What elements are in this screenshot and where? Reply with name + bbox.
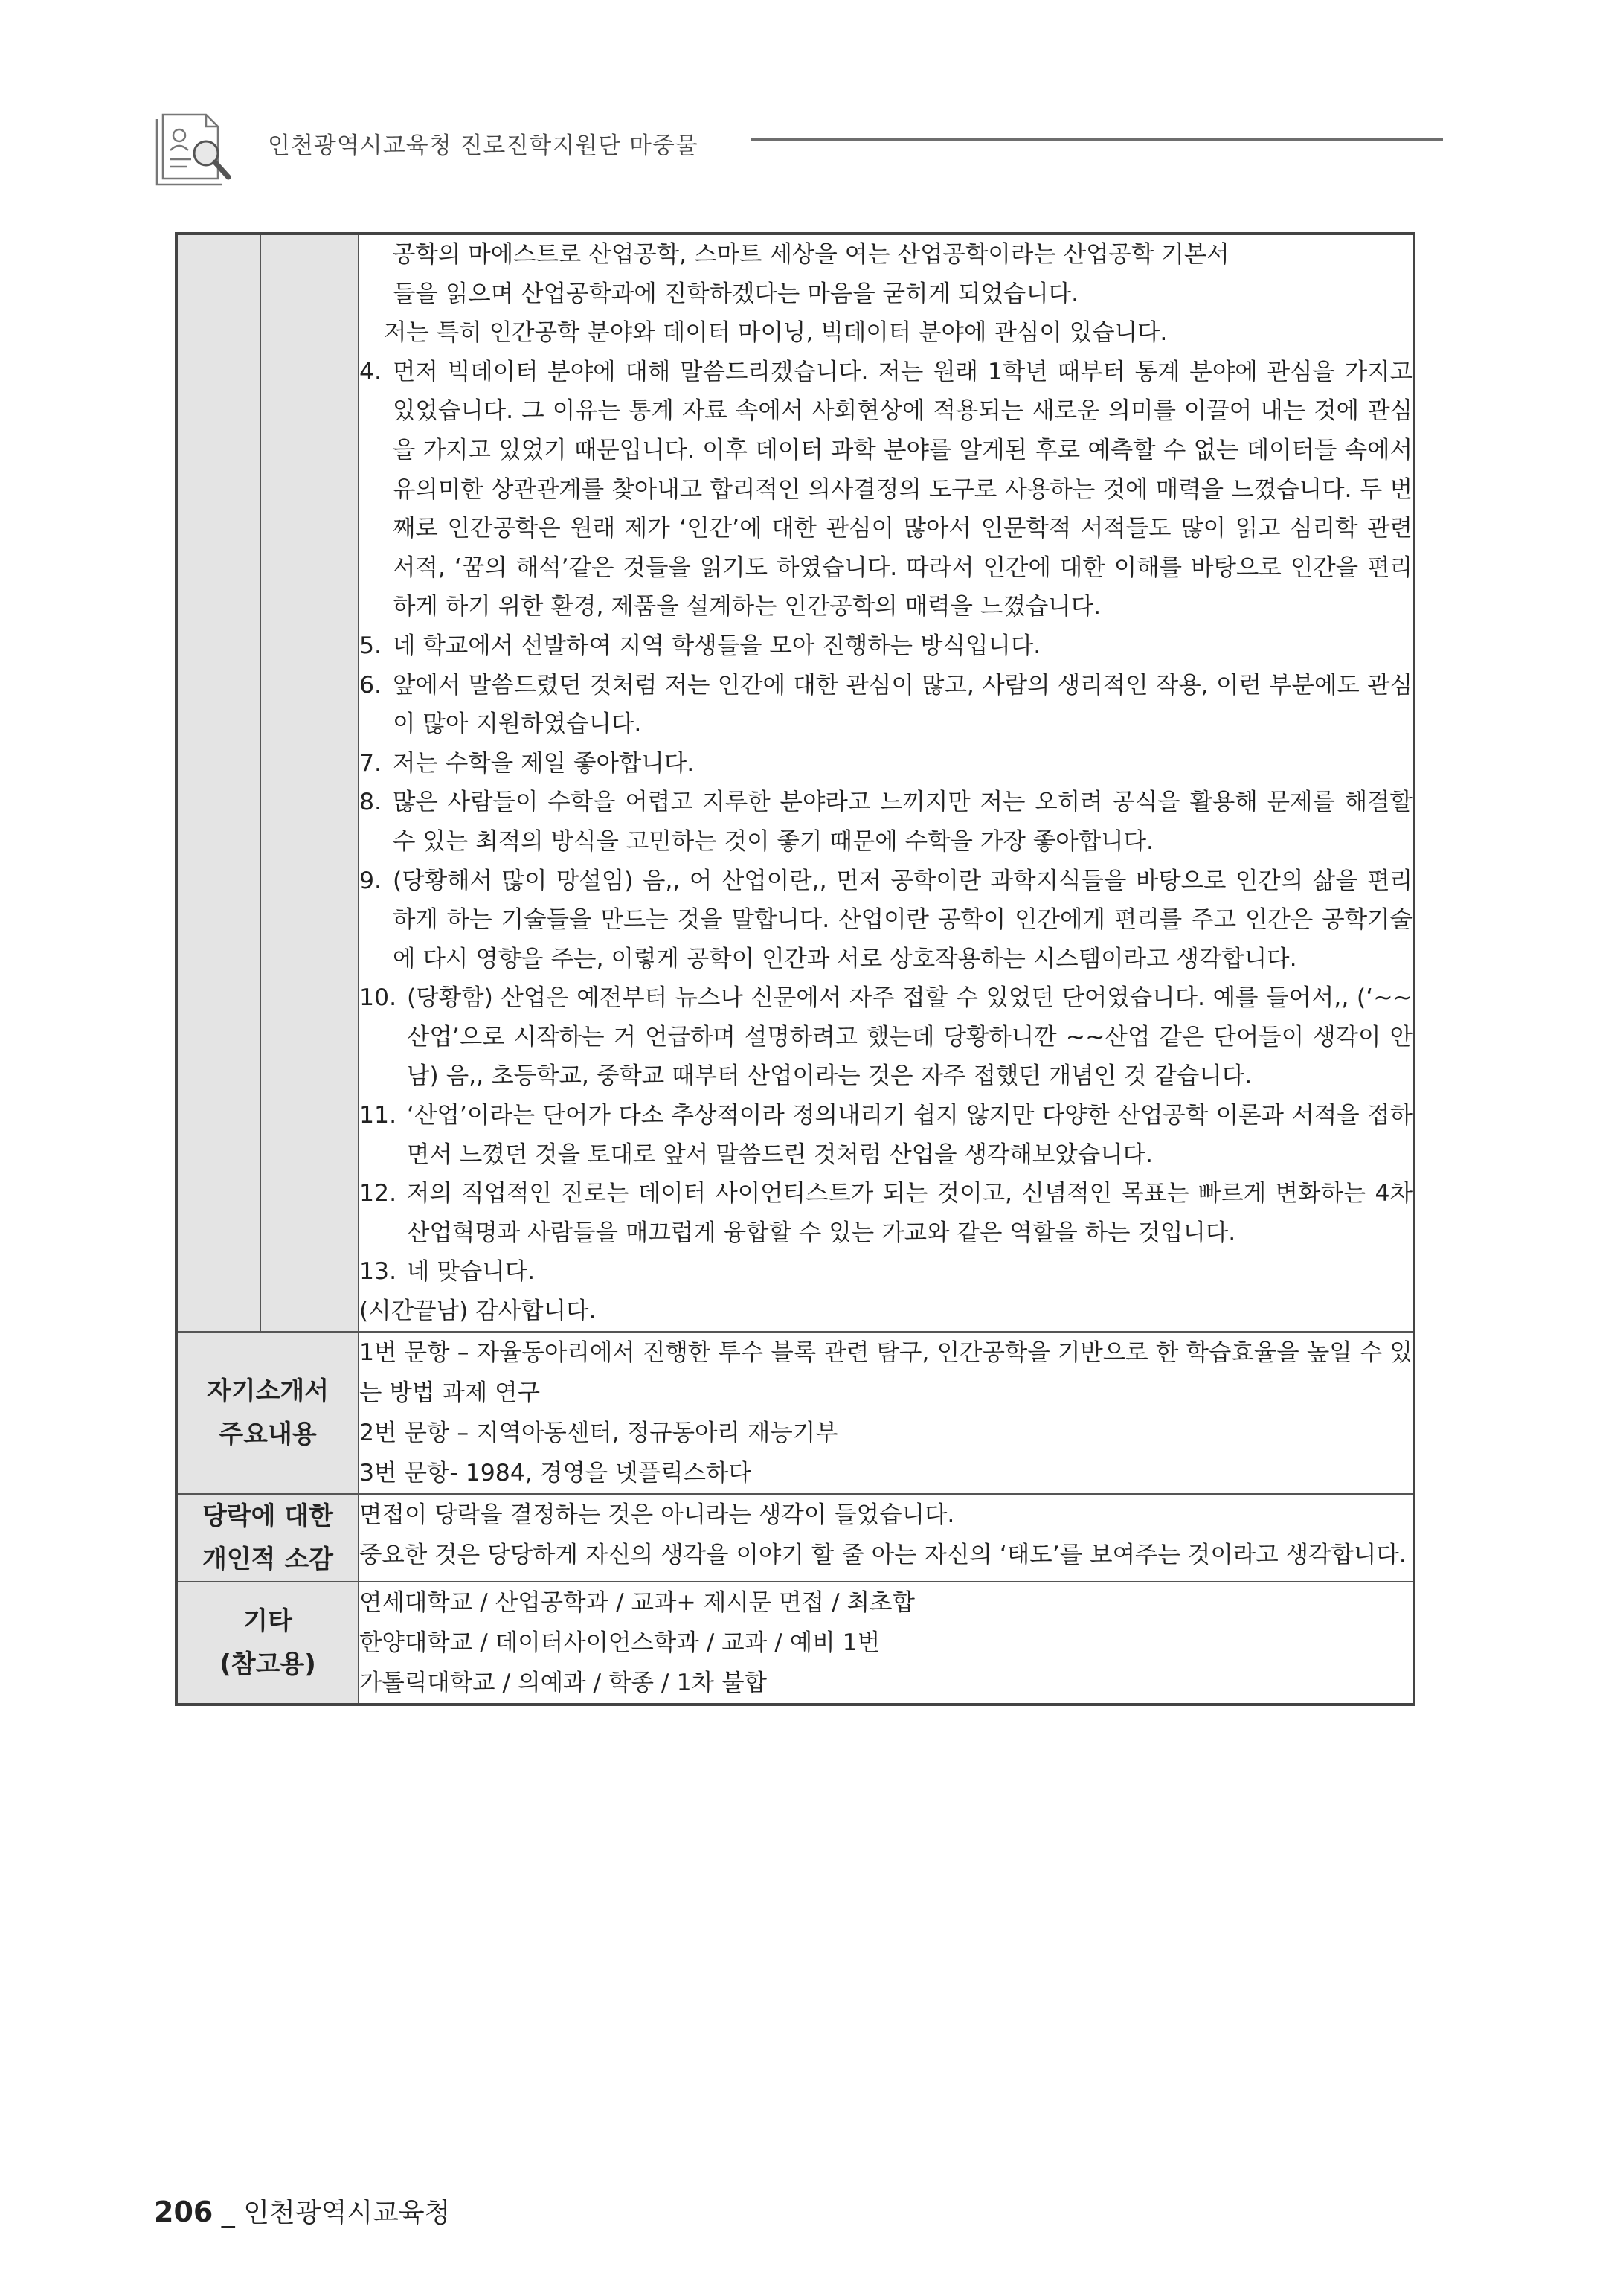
opinion-line: 면접이 당락을 결정하는 것은 아니라는 생각이 들었습니다. [359,1501,955,1528]
answer-number: 5. [359,632,382,659]
answer-text: (당황해서 많이 망설임) 음,, 어 산업이란,, 먼저 공학이란 과학지식들을 바탕으로 인간의 삶을 편리하게 하는 기술들을 만드는 것을 말합니다. 산업이란 공학이 인간에게 편리를 주고 인간은 공학기술에 다시 영향을 주는, 이렇게 공학이 인간과 서로 상호작용하는 시스템이라고 생각합니다. [393,867,1413,972]
self-intro-row [176,1332,1414,1494]
intro-line: 공학의 마에스트로 산업공학, 스마트 세상을 여는 산업공학이라는 산업공학 기본서 [393,241,1230,268]
intro-line: 들을 읽으며 산업공학과에 진학하겠다는 마음을 굳히게 되었습니다. [393,280,1079,307]
answer-text: ‘산업’이라는 단어가 다소 추상적이라 정의내리기 쉽지 않지만 다양한 산업공학 이론과 서적을 접하면서 느꼈던 것을 토대로 앞서 말씀드린 것처럼 산업을 생각해보았습니다. [407,1102,1413,1168]
document-search-icon [152,104,236,187]
answer-item [359,666,1413,744]
self-intro-label-line: 자기소개서 [206,1376,330,1406]
answer-text: 저는 수학을 제일 좋아합니다. [393,749,695,777]
answer-item [359,626,1413,666]
answer-item [359,353,1413,626]
footer-separator: _ [221,2198,235,2228]
self-intro-content [359,1332,1414,1494]
etc-line: 연세대학교 / 산업공학과 / 교과+ 제시문 면접 / 최초합 [359,1588,915,1616]
footer-publisher: 인천광역시교육청 [243,2198,451,2228]
answer-item [359,978,1413,1096]
self-intro-label-line: 주요내용 [219,1419,317,1449]
answer-number: 11. [359,1102,397,1129]
answer-number: 6. [359,671,382,699]
answer-item [359,862,1413,979]
self-intro-line: 2번 문항 – 지역아동센터, 정규동아리 재능기부 [359,1419,838,1446]
answer-number: 13. [359,1258,397,1286]
answer-item [359,1096,1413,1174]
opinion-label [176,1494,359,1582]
answers-blank-cell-2 [260,234,359,1332]
answer-number: 12. [359,1180,397,1208]
opinion-line: 중요한 것은 당당하게 자신의 생각을 이야기 할 줄 아는 자신의 ‘태도’를 보여주는 것이라고 생각합니다. [359,1541,1407,1568]
opinion-content [359,1494,1414,1582]
etc-line: 가톨릭대학교 / 의예과 / 학종 / 1차 불합 [359,1669,767,1696]
answer-item [359,1174,1413,1252]
page-number: 206 [154,2196,213,2228]
self-intro-line: 3번 문항- 1984, 경영을 넷플릭스하다 [359,1459,751,1487]
answer-text: 먼저 빅데이터 분야에 대해 말씀드리겠습니다. 저는 원래 1학년 때부터 통계 분야에 관심을 가지고 있었습니다. 그 이유는 통계 자료 속에서 사회현상에 적용되는 새로운 의미를 이끌어 내는 것에 관심을 가지고 있었기 때문입니다. 이후 데이터 과학 분야를 알게된 후로 예측할 수 없는 데이터들 속에서 유의미한 상관관계를 찾아내고 합리적인 의사결정의 도구로 사용하는 것에 매력을 느꼈습니다. 두 번째로 인간공학은 원래 제가 ‘인간’에 대한 관심이 많아서 인문학적 서적들도 많이 읽고 심리학 관련 서적, ‘꿈의 해석’같은 것들을 읽기도 하였습니다. 따라서 인간에 대한 이해를 바탕으로 인간을 편리하게 하기 위한 환경, 제품을 설계하는 인간공학의 매력을 느꼈습니다. [393,358,1413,621]
header-divider [751,138,1443,141]
answer-text: (당황함) 산업은 예전부터 뉴스나 신문에서 자주 접할 수 있었던 단어였습니다. 예를 들어서,, (‘~~산업’으로 시작하는 거 언급하며 설명하려고 했는데 당황하니깐 ~~산업 같은 단어들이 생각이 안남) 음,, 초등학교, 중학교 때부터 산업이라는 것은 자주 접했던 개념인 것 같습니다. [407,984,1413,1090]
intro-line: 저는 특히 인간공학 분야와 데이터 마이닝, 빅데이터 분야에 관심이 있습니다. [384,319,1168,347]
answer-text: 네 맞습니다. [407,1258,536,1286]
answer-number: 10. [359,984,397,1012]
opinion-label-line: 개인적 소감 [202,1544,334,1574]
answer-number: 7. [359,749,382,777]
self-intro-line: 1번 문항 – 자율동아리에서 진행한 투수 블록 관련 탐구, 인간공학을 기반으로 한 학습효율을 높일 수 있는 방법 과제 연구 [359,1338,1413,1406]
etc-label [176,1582,359,1705]
etc-content [359,1582,1414,1705]
answer-number: 9. [359,867,382,894]
etc-line: 한양대학교 / 데이터사이언스학과 / 교과 / 예비 1번 [359,1629,881,1656]
etc-label-line: 기타 [243,1606,292,1636]
etc-row [176,1582,1414,1705]
self-intro-label [176,1332,359,1494]
answers-blank-cell-1 [176,234,260,1332]
answer-text: 많은 사람들이 수학을 어렵고 지루한 분야라고 느끼지만 저는 오히려 공식을 활용해 문제를 해결할 수 있는 최적의 방식을 고민하는 것이 좋기 때문에 수학을 가장 좋아합니다. [393,789,1413,855]
answer-number: 8. [359,789,382,816]
answers-row [176,234,1414,1332]
interview-record-table [175,232,1415,1706]
answer-text: 앞에서 말씀드렸던 것처럼 저는 인간에 대한 관심이 많고, 사람의 생리적인 작용, 이런 부분에도 관심이 많아 지원하였습니다. [393,671,1413,738]
answers-cell [359,234,1414,1332]
answer-item [359,1252,1413,1292]
answer-item [359,783,1413,861]
opinion-row [176,1494,1414,1582]
answer-text: 저의 직업적인 진로는 데이터 사이언티스트가 되는 것이고, 신념적인 목표는 빠르게 변화하는 4차 산업혁명과 사람들을 매끄럽게 융합할 수 있는 가교와 같은 역할을 하는 것입니다. [407,1180,1413,1246]
etc-label-line: (참고용) [219,1649,316,1679]
answer-text: 네 학교에서 선발하여 지역 학생들을 모아 진행하는 방식입니다. [393,632,1041,659]
closing-line: (시간끝남) 감사합니다. [359,1298,597,1325]
answer-number: 4. [359,358,382,385]
page-footer [154,2192,450,2230]
answer-item [359,744,1413,783]
header-title: 인천광역시교육청 진로진학지원단 마중물 [268,132,698,159]
opinion-label-line: 당락에 대한 [202,1501,334,1531]
